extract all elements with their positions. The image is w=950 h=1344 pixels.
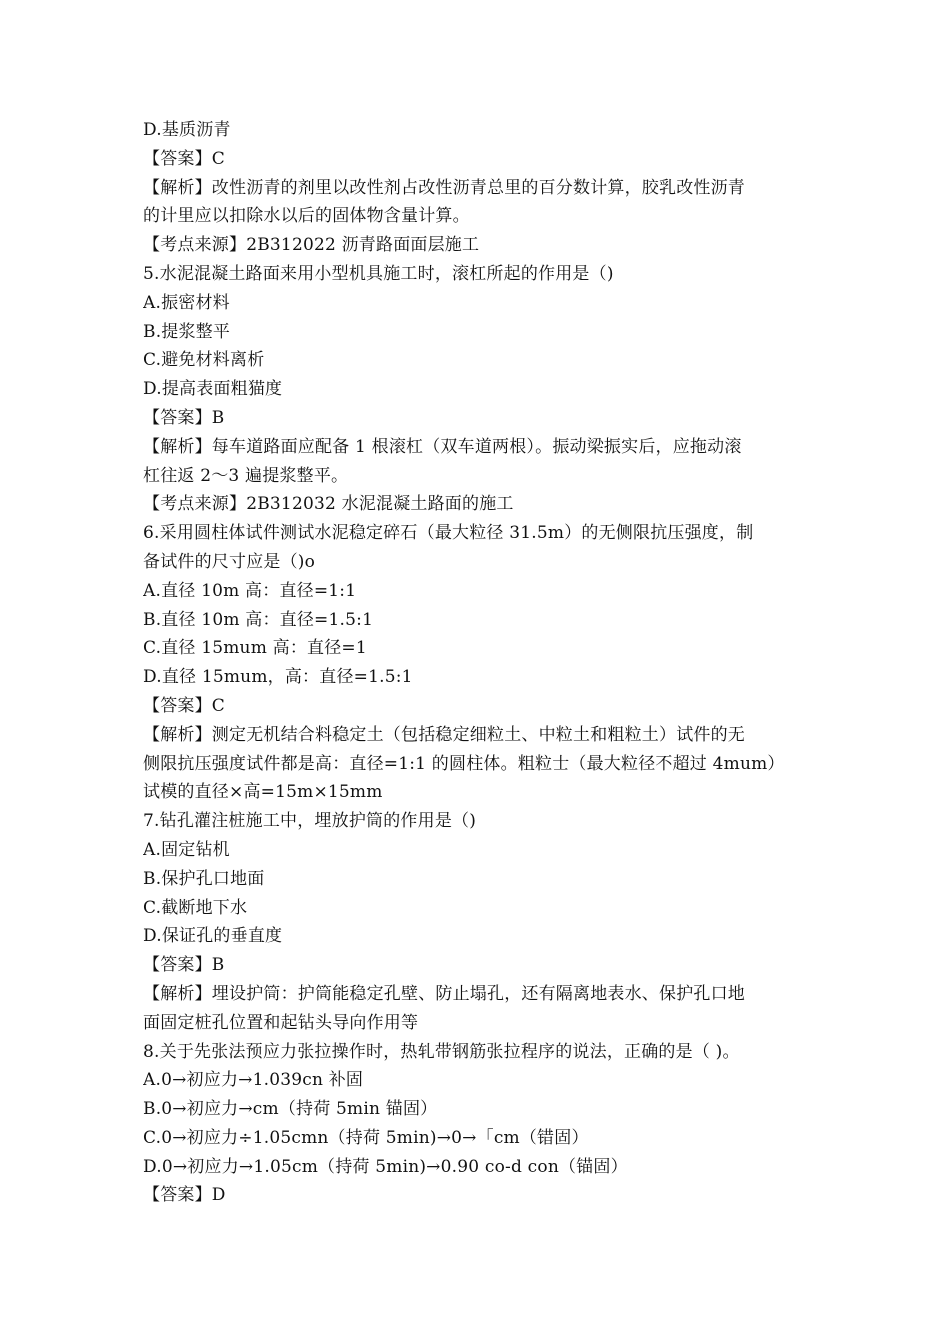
option-d: D.直径 15mum，高：直径=1.5:1 [143,667,413,688]
explanation-line: 试模的直径×高=15m×15mm [143,782,383,803]
option-a: A.直径 10m 高：直径=1:1 [143,580,357,601]
source-line: 【考点来源】2B312032 水泥混凝土路面的施工 [143,494,514,515]
option-c: C.0→初应力÷1.05cmn（持荷 5min)→0→「cm（错固） [143,1127,589,1148]
explanation-line: 的计里应以扣除水以后的固体物含量计算。 [143,206,470,227]
question-5: 5.水泥混凝土路面来用小型机具施工时，滚杠所起的作用是（) [143,263,614,284]
question-7: 7.钻孔灌注桩施工中，埋放护筒的作用是（) [143,811,477,832]
answer-line: 【答案】C [143,695,226,716]
explanation-line: 【解析】改性沥青的剂里以改性剂占改性沥青总里的百分数计算，胶乳改性沥青 [143,177,745,198]
answer-line: 【答案】D [143,1185,226,1206]
source-line: 【考点来源】2B312022 沥青路面面层施工 [143,235,480,256]
option-a: A.固定钻机 [143,839,230,860]
explanation-line: 侧限抗压强度试件都是高：直径=1:1 的圆柱体。粗粒士（最大粒径不超过 4mum） [143,753,785,774]
option-a: A.振密材料 [143,292,230,313]
explanation-line: 【解析】测定无机结合料稳定土（包括稳定细粒土、中粒土和粗粒土）试件的无 [143,724,745,745]
option-b: B.保护孔口地面 [143,868,265,889]
answer-line: 【答案】C [143,148,226,169]
option-c: C.直径 15mum 高：直径=1 [143,638,367,659]
option-b: B.提浆整平 [143,321,231,342]
question-6-cont: 备试件的尺寸应是（)o [143,551,316,572]
answer-line: 【答案】B [143,955,225,976]
option-a: A.0→初应力→1.039cn 补固 [143,1070,364,1091]
answer-line: 【答案】B [143,407,225,428]
document-body [143,116,815,1210]
explanation-line: 面固定桩孔位置和起钻头导向作用等 [143,1012,419,1033]
option-b: B.直径 10m 高：直径=1.5:1 [143,609,374,630]
question-6: 6.采用圆柱体试件测试水泥稳定碎石（最大粒径 31.5m）的无侧限抗压强度，制 [143,523,754,544]
explanation-line: 杠往返 2～3 遍提浆整平。 [143,465,349,486]
option-d: D.保证孔的垂直度 [143,926,283,947]
question-8: 8.关于先张法预应力张拉操作时，热轧带钢筋张拉程序的说法，正确的是（ )。 [143,1041,740,1062]
option-c: C.截断地下水 [143,897,248,918]
text-line: D.基质沥青 [143,120,231,140]
explanation-line: 【解析】埋设护筒：护筒能稳定孔壁、防止塌孔，还有隔离地表水、保护孔口地 [143,983,745,1004]
option-d: D.提高表面粗猫度 [143,379,283,400]
explanation-line: 【解析】每车道路面应配备 1 根滚杠（双车道两根）。振动梁振实后，应拖动滚 [143,436,742,457]
option-b: B.0→初应力→cm（持荷 5min 锚固） [143,1099,438,1120]
option-d: D.0→初应力→1.05cm（持荷 5min)→0.90 co-d con（锚固） [143,1156,628,1177]
option-c: C.避免材料离析 [143,350,265,371]
